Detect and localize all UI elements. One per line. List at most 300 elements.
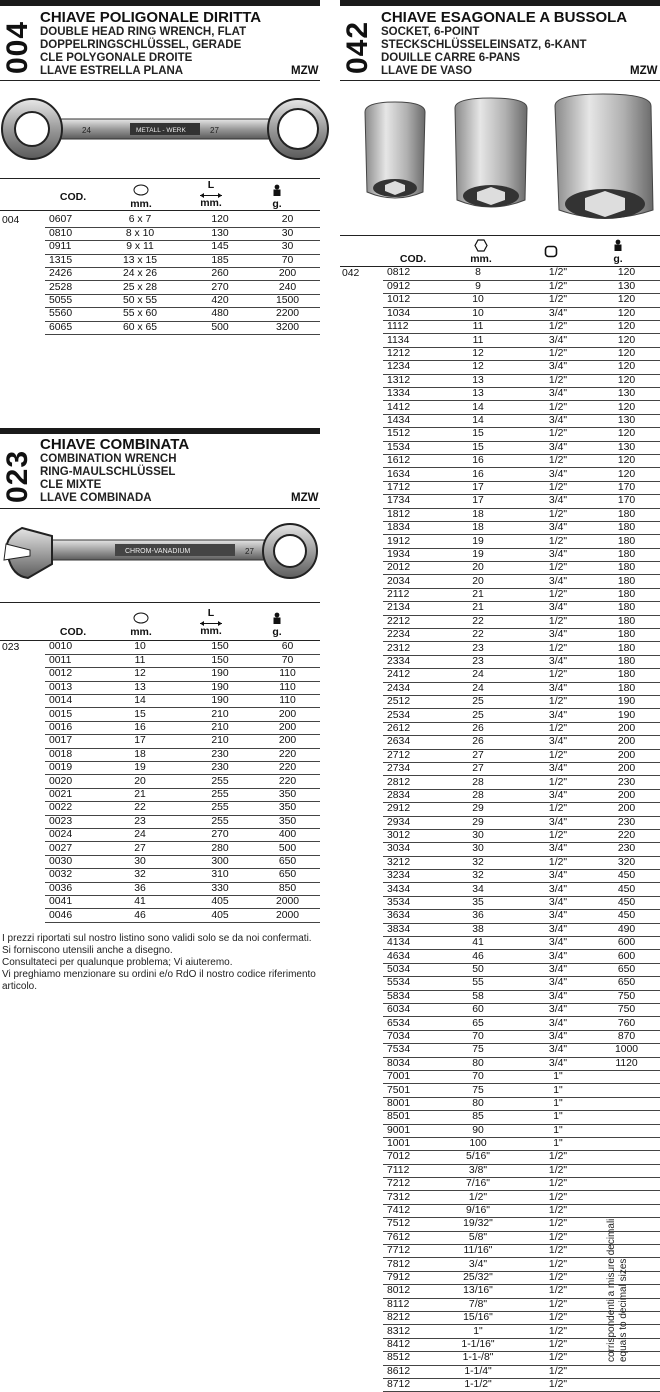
size-cell: 22 bbox=[433, 629, 523, 642]
spec-cell: 405 bbox=[185, 909, 255, 922]
size-cell: 20 bbox=[95, 775, 185, 788]
code-cell: 7034 bbox=[383, 1030, 433, 1043]
spec-cell: 3/4" bbox=[523, 896, 593, 909]
group-code-cell bbox=[0, 227, 45, 240]
spec-cell: 3/4" bbox=[523, 789, 593, 802]
code-cell: 0011 bbox=[45, 654, 95, 667]
group-code-cell bbox=[340, 1097, 383, 1110]
size-cell: 35 bbox=[433, 896, 523, 909]
code-cell: 0019 bbox=[45, 762, 95, 775]
spec-cell: 190 bbox=[185, 681, 255, 694]
group-code-cell bbox=[340, 1030, 383, 1043]
circle-size-icon bbox=[122, 612, 160, 626]
size-cell: 36 bbox=[95, 882, 185, 895]
table-row bbox=[340, 401, 660, 414]
size-cell: 19/32" bbox=[433, 1218, 523, 1231]
weight-cell: 120 bbox=[593, 468, 660, 481]
tool-stamp-size: 27 bbox=[245, 547, 254, 556]
code-cell: 8612 bbox=[383, 1365, 433, 1378]
group-code-cell bbox=[340, 829, 383, 842]
size-cell: 16 bbox=[95, 721, 185, 734]
group-code-cell bbox=[340, 1245, 383, 1258]
table-row bbox=[0, 802, 320, 815]
weight-cell: 200 bbox=[255, 268, 320, 281]
size-cell: 75 bbox=[433, 1044, 523, 1057]
code-cell: 3234 bbox=[383, 870, 433, 883]
circle-size-icon bbox=[122, 184, 160, 198]
table-row bbox=[340, 1137, 660, 1150]
spec-cell: 3/4" bbox=[523, 990, 593, 1003]
table-row bbox=[340, 963, 660, 976]
weight-cell: 200 bbox=[255, 708, 320, 721]
weight-cell: 200 bbox=[593, 803, 660, 816]
group-code-cell bbox=[0, 681, 45, 694]
group-code-cell bbox=[0, 788, 45, 801]
table-row bbox=[0, 735, 320, 748]
code-cell: 7212 bbox=[383, 1178, 433, 1191]
group-code-cell bbox=[340, 789, 383, 802]
code-cell: 2112 bbox=[383, 588, 433, 601]
size-cell: 1" bbox=[433, 1325, 523, 1338]
table-row bbox=[340, 535, 660, 548]
spec-cell: 150 bbox=[185, 641, 255, 654]
size-cell: 18 bbox=[433, 521, 523, 534]
spec-cell: 255 bbox=[185, 815, 255, 828]
group-code-cell bbox=[340, 696, 383, 709]
code-cell: 0041 bbox=[45, 895, 95, 908]
section-023-divider bbox=[0, 508, 320, 509]
section-023-top-bar bbox=[0, 428, 320, 434]
table-row bbox=[340, 883, 660, 896]
table-row bbox=[0, 227, 320, 240]
size-cell: 1-1/2" bbox=[433, 1378, 523, 1391]
spec-cell: 1/2" bbox=[523, 856, 593, 869]
code-cell: 2712 bbox=[383, 749, 433, 762]
weight-cell: 870 bbox=[593, 1030, 660, 1043]
code-cell: 1315 bbox=[45, 254, 95, 267]
size-cell: 38 bbox=[433, 923, 523, 936]
spec-cell: 1/2" bbox=[523, 1338, 593, 1351]
group-code-cell bbox=[340, 1057, 383, 1070]
weight-cell: 70 bbox=[255, 654, 320, 667]
spec-cell: 260 bbox=[185, 268, 255, 281]
group-code-cell bbox=[340, 588, 383, 601]
spec-cell: 1/2" bbox=[523, 508, 593, 521]
code-cell: 2534 bbox=[383, 709, 433, 722]
length-arrow-icon bbox=[192, 190, 230, 197]
group-code-cell bbox=[340, 722, 383, 735]
group-code-cell bbox=[340, 1271, 383, 1284]
code-cell: 1334 bbox=[383, 388, 433, 401]
square-drive-icon bbox=[532, 245, 570, 259]
group-code-cell bbox=[0, 695, 45, 708]
spec-cell: 120 bbox=[185, 214, 255, 227]
spec-cell: 1/2" bbox=[523, 1378, 593, 1391]
tool-stamp-24: 24 bbox=[82, 126, 91, 135]
spec-cell: 3/4" bbox=[523, 1044, 593, 1057]
spec-cell: 1/2" bbox=[523, 1258, 593, 1271]
weight-cell: 180 bbox=[593, 521, 660, 534]
spec-cell: 1/2" bbox=[523, 1325, 593, 1338]
decimal-sizes-note bbox=[606, 1219, 630, 1362]
group-code-cell bbox=[340, 388, 383, 401]
weight-cell: 450 bbox=[593, 883, 660, 896]
size-cell: 27 bbox=[95, 842, 185, 855]
decimal-note-it: corrispondenti a misure decimali bbox=[606, 1218, 617, 1362]
weight-cell: 120 bbox=[593, 401, 660, 414]
table-row bbox=[340, 1365, 660, 1378]
section-023-number: 023 bbox=[1, 449, 34, 503]
spec-cell: 3/4" bbox=[523, 548, 593, 561]
spec-cell: 145 bbox=[185, 241, 255, 254]
hexagon-icon bbox=[462, 239, 500, 253]
col-cod-header-023: COD. bbox=[59, 626, 87, 638]
group-code-cell bbox=[340, 1218, 383, 1231]
size-cell: 70 bbox=[433, 1030, 523, 1043]
weight-cell: 190 bbox=[593, 709, 660, 722]
spec-cell: 1/2" bbox=[523, 1164, 593, 1177]
code-cell: 7612 bbox=[383, 1231, 433, 1244]
group-code-cell bbox=[0, 281, 45, 294]
weight-cell: 120 bbox=[593, 321, 660, 334]
table-row bbox=[340, 1204, 660, 1217]
size-cell: 15/16" bbox=[433, 1311, 523, 1324]
table-row bbox=[0, 308, 320, 321]
weight-icon bbox=[262, 184, 292, 198]
group-code-cell bbox=[340, 642, 383, 655]
group-code-cell bbox=[340, 1151, 383, 1164]
code-cell: 1134 bbox=[383, 334, 433, 347]
spec-cell: 270 bbox=[185, 281, 255, 294]
spec-cell: 1" bbox=[523, 1070, 593, 1083]
weight-cell: 120 bbox=[593, 361, 660, 374]
size-cell: 13/16" bbox=[433, 1285, 523, 1298]
table-row bbox=[340, 1084, 660, 1097]
group-code-cell bbox=[340, 843, 383, 856]
code-cell: 7412 bbox=[383, 1204, 433, 1217]
table-row bbox=[340, 307, 660, 320]
table-row bbox=[0, 815, 320, 828]
group-code-cell bbox=[340, 1111, 383, 1124]
group-code-cell bbox=[340, 1070, 383, 1083]
weight-cell: 750 bbox=[593, 1003, 660, 1016]
table-row bbox=[340, 1378, 660, 1391]
size-cell: 16 bbox=[433, 468, 523, 481]
code-cell: 2512 bbox=[383, 696, 433, 709]
section-042-title: CHIAVE ESAGONALE A BUSSOLA bbox=[381, 9, 628, 26]
size-cell: 65 bbox=[433, 1017, 523, 1030]
size-cell: 1-1-/8" bbox=[433, 1352, 523, 1365]
weight-cell: 170 bbox=[593, 481, 660, 494]
section-042-subtitle-1: SOCKET, 6-POINT bbox=[381, 26, 480, 38]
code-cell: 0036 bbox=[45, 882, 95, 895]
table-row bbox=[340, 950, 660, 963]
code-cell: 2034 bbox=[383, 575, 433, 588]
group-code-cell bbox=[340, 575, 383, 588]
table-row bbox=[340, 428, 660, 441]
group-code-cell bbox=[340, 441, 383, 454]
weight-cell: 170 bbox=[593, 495, 660, 508]
spec-cell: 3/4" bbox=[523, 1030, 593, 1043]
spec-cell: 1/2" bbox=[523, 1352, 593, 1365]
spec-cell: 1/2" bbox=[523, 776, 593, 789]
code-cell: 1012 bbox=[383, 294, 433, 307]
group-code-cell bbox=[340, 615, 383, 628]
table-row bbox=[340, 937, 660, 950]
spec-cell: 3/4" bbox=[523, 361, 593, 374]
group-code-cell bbox=[340, 669, 383, 682]
code-cell: 3212 bbox=[383, 856, 433, 869]
spec-cell: 1" bbox=[523, 1111, 593, 1124]
code-cell: 2212 bbox=[383, 615, 433, 628]
group-code-cell bbox=[340, 749, 383, 762]
spec-cell: 190 bbox=[185, 695, 255, 708]
table-row bbox=[0, 294, 320, 307]
spec-cell: 3/4" bbox=[523, 602, 593, 615]
size-cell: 25 bbox=[433, 709, 523, 722]
size-cell: 32 bbox=[95, 869, 185, 882]
spec-cell: 3/4" bbox=[523, 575, 593, 588]
table-row bbox=[0, 641, 320, 654]
code-cell: 0022 bbox=[45, 802, 95, 815]
code-cell: 0911 bbox=[45, 241, 95, 254]
spec-cell: 1/2" bbox=[523, 428, 593, 441]
group-code-cell: 023 bbox=[2, 641, 20, 653]
weight-cell: 200 bbox=[593, 789, 660, 802]
weight-cell: 1000 bbox=[593, 1044, 660, 1057]
spec-cell: 1/2" bbox=[523, 454, 593, 467]
group-code-cell bbox=[0, 308, 45, 321]
spec-cell: 1" bbox=[523, 1097, 593, 1110]
group-code-cell bbox=[340, 963, 383, 976]
spec-cell: 3/4" bbox=[523, 629, 593, 642]
spec-cell: 210 bbox=[185, 735, 255, 748]
table-row bbox=[340, 870, 660, 883]
code-cell: 0912 bbox=[383, 280, 433, 293]
code-cell: 0021 bbox=[45, 788, 95, 801]
weight-cell: 350 bbox=[255, 788, 320, 801]
size-cell: 3/8" bbox=[433, 1164, 523, 1177]
section-023-subtitle-1: COMBINATION WRENCH bbox=[40, 453, 177, 465]
section-004-brand: MZW bbox=[291, 65, 319, 77]
code-cell: 7501 bbox=[383, 1084, 433, 1097]
weight-cell: 120 bbox=[593, 428, 660, 441]
spec-cell: 1/2" bbox=[523, 1285, 593, 1298]
spec-cell: 3/4" bbox=[523, 736, 593, 749]
table-row bbox=[0, 748, 320, 761]
size-cell: 36 bbox=[433, 910, 523, 923]
size-cell: 8 bbox=[433, 267, 523, 280]
spec-cell: 1/2" bbox=[523, 1245, 593, 1258]
size-cell: 28 bbox=[433, 776, 523, 789]
table-row bbox=[340, 1070, 660, 1083]
group-code-cell bbox=[0, 708, 45, 721]
code-cell: 0012 bbox=[45, 668, 95, 681]
code-cell: 0016 bbox=[45, 721, 95, 734]
spec-cell: 1" bbox=[523, 1124, 593, 1137]
size-cell: 85 bbox=[433, 1111, 523, 1124]
weight-cell: 180 bbox=[593, 575, 660, 588]
code-cell: 7112 bbox=[383, 1164, 433, 1177]
table-row bbox=[340, 347, 660, 360]
code-cell: 1934 bbox=[383, 548, 433, 561]
code-cell: 0812 bbox=[383, 267, 433, 280]
spec-cell: 3/4" bbox=[523, 937, 593, 950]
size-cell: 75 bbox=[433, 1084, 523, 1097]
size-cell: 21 bbox=[433, 602, 523, 615]
code-cell: 0013 bbox=[45, 681, 95, 694]
sockets-photo bbox=[355, 92, 660, 227]
code-cell: 3434 bbox=[383, 883, 433, 896]
group-code-cell bbox=[340, 521, 383, 534]
weight-cell: 180 bbox=[593, 615, 660, 628]
col-hex-header-042: mm. bbox=[462, 239, 500, 265]
code-cell: 8112 bbox=[383, 1298, 433, 1311]
col-length-header: L mm. bbox=[192, 180, 230, 209]
section-042-number: 042 bbox=[341, 20, 374, 74]
size-cell: 15 bbox=[433, 428, 523, 441]
weight-cell: 130 bbox=[593, 280, 660, 293]
size-cell: 5/16" bbox=[433, 1151, 523, 1164]
spec-cell: 255 bbox=[185, 788, 255, 801]
size-cell: 26 bbox=[433, 736, 523, 749]
weight-cell: 650 bbox=[593, 963, 660, 976]
table-row bbox=[0, 214, 320, 227]
weight-cell: 180 bbox=[593, 548, 660, 561]
spec-cell: 230 bbox=[185, 748, 255, 761]
weight-cell: 110 bbox=[255, 668, 320, 681]
group-code-cell bbox=[0, 294, 45, 307]
code-cell: 0014 bbox=[45, 695, 95, 708]
table-row bbox=[0, 842, 320, 855]
col-weight-header-042: g. bbox=[603, 239, 633, 265]
group-code-cell bbox=[340, 682, 383, 695]
table-row bbox=[340, 294, 660, 307]
size-cell: 22 bbox=[433, 615, 523, 628]
weight-cell: 450 bbox=[593, 896, 660, 909]
table-row bbox=[340, 789, 660, 802]
spec-cell: 3/4" bbox=[523, 923, 593, 936]
table-row bbox=[0, 909, 320, 922]
size-cell: 1-1/16" bbox=[433, 1338, 523, 1351]
code-cell: 1612 bbox=[383, 454, 433, 467]
group-code-cell bbox=[340, 923, 383, 936]
size-cell: 23 bbox=[95, 815, 185, 828]
table-row bbox=[340, 468, 660, 481]
code-cell: 6534 bbox=[383, 1017, 433, 1030]
code-cell: 7001 bbox=[383, 1070, 433, 1083]
size-cell: 6 x 7 bbox=[95, 214, 185, 227]
code-cell: 0046 bbox=[45, 909, 95, 922]
group-code-cell bbox=[340, 334, 383, 347]
code-cell: 2612 bbox=[383, 722, 433, 735]
group-code-cell bbox=[340, 629, 383, 642]
size-cell: 15 bbox=[95, 708, 185, 721]
group-code-cell bbox=[340, 401, 383, 414]
code-cell: 1534 bbox=[383, 441, 433, 454]
spec-cell: 1/2" bbox=[523, 1191, 593, 1204]
code-cell: 1634 bbox=[383, 468, 433, 481]
group-code-cell bbox=[340, 361, 383, 374]
group-code-cell bbox=[340, 548, 383, 561]
size-cell: 22 bbox=[95, 802, 185, 815]
table-row bbox=[340, 722, 660, 735]
table-row bbox=[340, 575, 660, 588]
table-row bbox=[0, 654, 320, 667]
size-cell: 17 bbox=[433, 481, 523, 494]
group-code-cell bbox=[0, 254, 45, 267]
section-042-subtitle-4: LLAVE DE VASO bbox=[381, 65, 472, 77]
weight-cell: 450 bbox=[593, 910, 660, 923]
code-cell: 7312 bbox=[383, 1191, 433, 1204]
spec-cell: 1/2" bbox=[523, 696, 593, 709]
group-code-cell bbox=[0, 802, 45, 815]
table-row bbox=[340, 655, 660, 668]
code-cell: 0010 bbox=[45, 641, 95, 654]
table-row bbox=[340, 923, 660, 936]
table-row bbox=[340, 334, 660, 347]
code-cell: 3012 bbox=[383, 829, 433, 842]
size-cell: 50 bbox=[433, 963, 523, 976]
section-004-subtitle-4: LLAVE ESTRELLA PLANA bbox=[40, 65, 184, 77]
group-code-cell bbox=[340, 602, 383, 615]
spec-cell: 1/2" bbox=[523, 1271, 593, 1284]
code-cell: 1712 bbox=[383, 481, 433, 494]
group-code-cell bbox=[340, 1017, 383, 1030]
size-cell: 11 bbox=[433, 321, 523, 334]
size-cell: 29 bbox=[433, 803, 523, 816]
table-row bbox=[0, 762, 320, 775]
code-cell: 5834 bbox=[383, 990, 433, 1003]
code-cell: 1001 bbox=[383, 1137, 433, 1150]
table-row bbox=[340, 1164, 660, 1177]
table-row bbox=[340, 682, 660, 695]
spec-cell: 150 bbox=[185, 654, 255, 667]
table-row bbox=[340, 588, 660, 601]
size-cell: 9/16" bbox=[433, 1204, 523, 1217]
note-line-1: I prezzi riportati sul nostro listino sono validi solo se da noi confermati. bbox=[2, 933, 312, 944]
size-cell: 16 bbox=[433, 454, 523, 467]
table-row bbox=[340, 548, 660, 561]
group-code-cell bbox=[340, 1003, 383, 1016]
weight-cell: 240 bbox=[255, 281, 320, 294]
code-cell: 2234 bbox=[383, 629, 433, 642]
group-code-cell bbox=[340, 816, 383, 829]
size-cell: 1/2" bbox=[433, 1191, 523, 1204]
code-cell: 0018 bbox=[45, 748, 95, 761]
size-cell: 60 x 65 bbox=[95, 321, 185, 334]
code-cell: 4134 bbox=[383, 937, 433, 950]
code-cell: 3534 bbox=[383, 896, 433, 909]
size-cell: 24 bbox=[433, 682, 523, 695]
weight-cell bbox=[593, 1151, 660, 1164]
weight-cell: 1120 bbox=[593, 1057, 660, 1070]
table-row bbox=[340, 776, 660, 789]
section-004-table bbox=[0, 214, 320, 335]
code-cell: 7812 bbox=[383, 1258, 433, 1271]
spec-cell: 130 bbox=[185, 227, 255, 240]
code-cell: 3034 bbox=[383, 843, 433, 856]
spec-cell: 3/4" bbox=[523, 1017, 593, 1030]
table-row bbox=[0, 708, 320, 721]
table-row bbox=[0, 895, 320, 908]
table-row bbox=[0, 668, 320, 681]
weight-cell bbox=[593, 1097, 660, 1110]
spec-cell: 1/2" bbox=[523, 1204, 593, 1217]
spec-cell: 405 bbox=[185, 895, 255, 908]
table-row bbox=[340, 1017, 660, 1030]
group-code-cell bbox=[340, 977, 383, 990]
